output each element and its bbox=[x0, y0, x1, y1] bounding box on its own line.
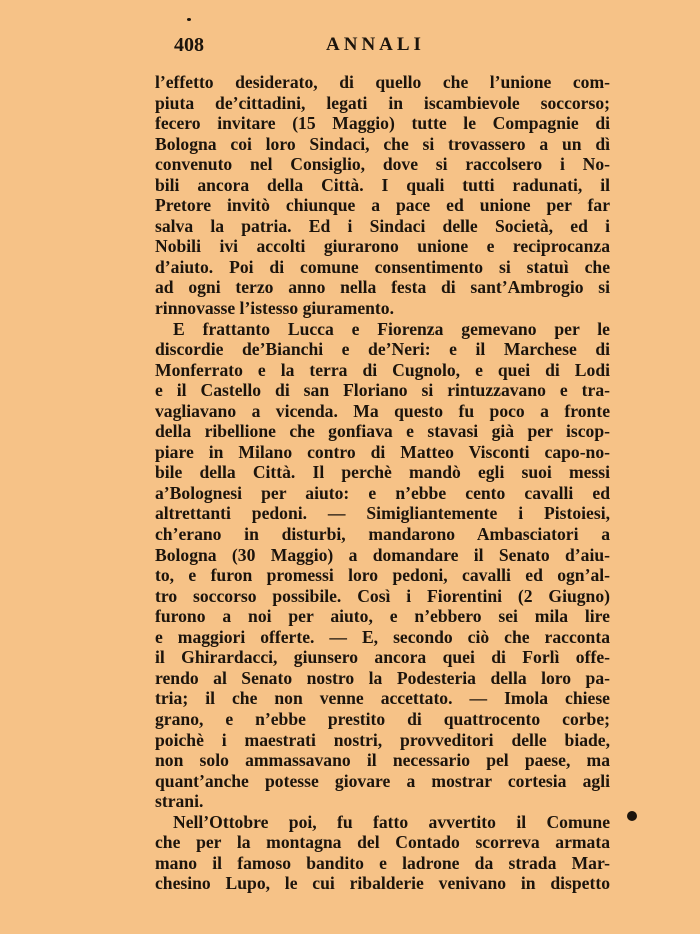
text-line: convenuto nel Consiglio, dove si raccolsero i No- bbox=[155, 154, 610, 175]
text-line: Monferrato e la terra di Cugnolo, e quei di Lodi bbox=[155, 359, 610, 380]
page-number: 408 bbox=[174, 34, 204, 56]
page-header bbox=[0, 32, 700, 62]
text-line: a’Bolognesi per aiuto: e n’ebbe cento cavalli ed bbox=[155, 482, 610, 503]
text-line: rendo al Senato nostro la Podesteria della loro pa- bbox=[155, 667, 610, 688]
text-line: bile della Città. Il perchè mandò egli suoi messi bbox=[155, 462, 610, 483]
text-line: discordie de’Bianchi e de’Neri: e il Marchese di bbox=[155, 339, 610, 360]
ink-speck bbox=[187, 18, 191, 21]
text-line: poichè i maestrati nostri, provveditori delle biade, bbox=[155, 729, 610, 750]
text-line: Bologna coi loro Sindaci, che si trovassero a un dì bbox=[155, 133, 610, 154]
text-line: bili ancora della Città. I quali tutti radunati, il bbox=[155, 174, 610, 195]
text-line: fecero invitare (15 Maggio) tutte le Compagnie di bbox=[155, 113, 610, 134]
text-line: non solo ammassavano il necessario pel paese, ma bbox=[155, 750, 610, 771]
text-line: grano, e n’ebbe prestito di quattrocento corbe; bbox=[155, 708, 610, 729]
running-title: ANNALI bbox=[326, 34, 425, 55]
ink-blot bbox=[627, 811, 637, 821]
text-line: l’effetto desiderato, di quello che l’unione com- bbox=[155, 72, 610, 92]
text-line: chesino Lupo, le cui ribalderie venivano in dispetto bbox=[155, 873, 610, 894]
text-line: mano il famoso bandito e ladrone da strada Mar- bbox=[155, 852, 610, 873]
text-line: e maggiori offerte. — E, secondo ciò che racconta bbox=[155, 626, 610, 647]
text-line: piare in Milano contro di Matteo Visconti capo-no- bbox=[155, 441, 610, 462]
text-line: ch’erano in disturbi, mandarono Ambasciatori a bbox=[155, 524, 610, 545]
text-line: tria; il che non venne accettato. — Imola chiese bbox=[155, 688, 610, 709]
text-line: della ribellione che gonfiava e stavasi già per iscop- bbox=[155, 421, 610, 442]
text-line: to, e furon promessi loro pedoni, cavalli ed ogn’al- bbox=[155, 565, 610, 586]
text-line: e il Castello di san Floriano si rintuzzavano e tra- bbox=[155, 380, 610, 401]
text-line: il Ghirardacci, giunsero ancora quei di Forlì offe- bbox=[155, 647, 610, 668]
text-line: salva la patria. Ed i Sindaci delle Società, ed i bbox=[155, 215, 610, 236]
text-line: tro soccorso possibile. Così i Fiorentini (2 Giugno) bbox=[155, 585, 610, 606]
text-line: rinnovasse l’istesso giuramento. bbox=[155, 298, 394, 319]
text-line: furono a noi per aiuto, e n’ebbero sei mila lire bbox=[155, 606, 610, 627]
text-line: vagliavano a vicenda. Ma questo fu poco a fronte bbox=[155, 400, 610, 421]
body-text bbox=[155, 72, 610, 894]
text-line: Bologna (30 Maggio) a domandare il Senato d’aiu- bbox=[155, 544, 610, 565]
text-line: Pretore invitò chiunque a pace ed unione per far bbox=[155, 195, 610, 216]
text-line: d’aiuto. Poi di comune consentimento si statuì che bbox=[155, 256, 610, 277]
text-line: altrettanti pedoni. — Simigliantemente i Pistoiesi, bbox=[155, 503, 610, 524]
text-line: che per la montagna del Contado scorreva armata bbox=[155, 832, 610, 853]
text-line: quant’anche potesse giovare a mostrar cortesia agli bbox=[155, 770, 610, 791]
text-line: Nell’Ottobre poi, fu fatto avvertito il Comune bbox=[173, 811, 610, 832]
text-line: Nobili ivi accolti giurarono unione e reciprocanza bbox=[155, 236, 610, 257]
text-line: E frattanto Lucca e Fiorenza gemevano per le bbox=[173, 318, 610, 339]
text-line: ad ogni terzo anno nella festa di sant’Ambrogio si bbox=[155, 277, 610, 298]
text-line: strani. bbox=[155, 791, 204, 812]
text-line: piuta de’cittadini, legati in iscambievole soccorso; bbox=[155, 92, 610, 113]
